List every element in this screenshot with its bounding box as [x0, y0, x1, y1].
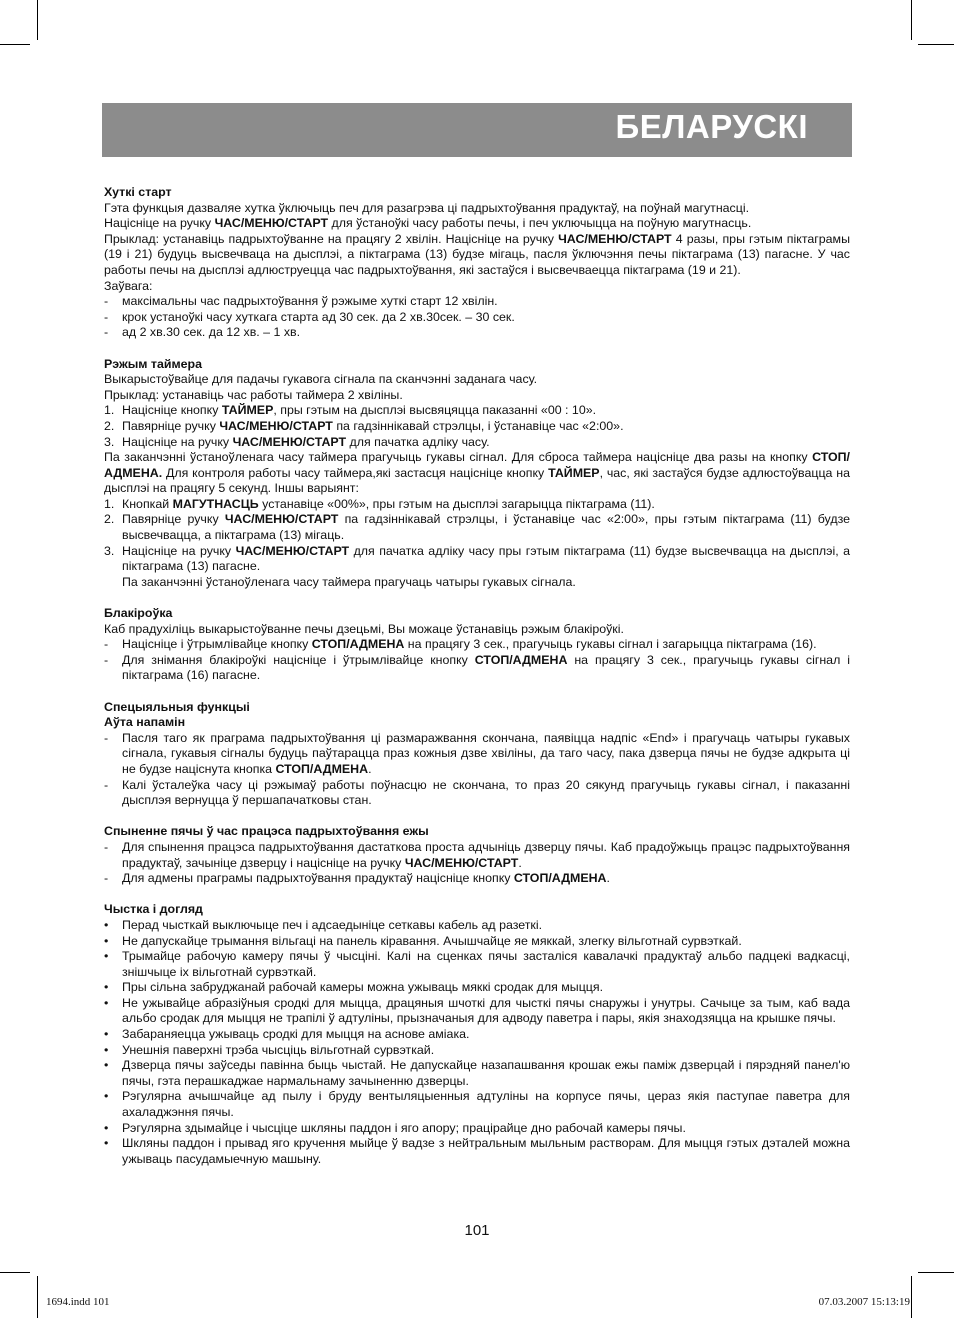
- section-subheading: Аўта напамін: [104, 715, 186, 730]
- section-heading: Спецыяльныя функцыі: [104, 699, 250, 714]
- crop-mark: [918, 44, 954, 45]
- step-item: 2. Павярніце ручку ЧАС/МЕНЮ/СТАРТ па гадзіннікавай стрэлцы, і ўстанавіце час «2:00».: [104, 418, 624, 433]
- paragraph: Гэта функцыя дазваляе хутка ўключыць печ для разагрэва ці падрыхтоўвання прадуктаў, на поўнай магутнасці.: [104, 200, 750, 215]
- section-heading: Чыстка і догляд: [104, 902, 203, 917]
- list-item: - максімальны час падрыхтоўвання ў рэжыме хуткі старт 12 хвілін.: [104, 294, 498, 309]
- step-item: 2. Павярніце ручку ЧАС/МЕНЮ/СТАРТ па гадзіннікавай стрэлцы, і ўстанавіце час «2:00», пры гэтым піктаграма (11) будзе высвечвацца, а піктаграма (13) мігаць.: [104, 512, 850, 543]
- page-number: 101: [464, 1222, 490, 1239]
- paragraph: Націсніце на ручку ЧАС/МЕНЮ/СТАРТ для ўстаноўкі часу работы печы, і печ уключыцца на поўную магутнасць.: [104, 216, 752, 231]
- list-item: - Для спынення працэса падрыхтоўвання дастаткова проста адчыніць дзверцу пячы. Каб прадоўжыць працэс падрыхтоўвання прадуктаў, зачыніце дзверцу і націсніце на ручку ЧАС/МЕНЮ/СТАРТ.: [104, 839, 850, 870]
- section-heading: Хуткі старт: [104, 185, 172, 199]
- section-heading: Спыненне пячы ў час працэса падрыхтоўвання ежы: [104, 824, 429, 839]
- list-item: - Націсніце і ўтрымлівайце кнопку СТОП/АДМЕНА на працягу 3 сек., прагучыць гукавы сігнал і загарыцца піктаграма (16).: [104, 637, 817, 652]
- bullet-item: • Перад чысткай выключыце печ і адсаедыніце сеткавы кабель ад разеткі.: [104, 917, 543, 932]
- list-item: - крок устаноўкі часу хуткага старта ад 30 сек. да 2 хв.30сек. – 30 сек.: [104, 309, 515, 324]
- list-item: - Калі ўсталеўка часу ці рэжымаў работы поўнасцю не скончана, то праз 20 сякунд прагучыць гукавы сігнал, і паказанні дысплэя вернуцца ў першапачатковы стан.: [104, 777, 850, 808]
- bullet-item: • Не ужывайце абразіўныя сродкі для мыцца, драцяныя шчоткі для чысткі пячы снаружы і унутры. Сачыце за тым, каб вада альбо сродак для мыцця не трапілі ў адтуліны, прызначаныя для адводу паветра і пары, якія знаходзяцца на крышке пячы.: [104, 995, 850, 1026]
- list-item: - Для знімання блакіроўкі націсніце і ўтрымлівайце кнопку СТОП/АДМЕНА на працягу 3 сек., прагучыць гукавы сігнал і піктаграма (16) пагасне.: [104, 652, 850, 683]
- step-item: 3. Націсніце на ручку ЧАС/МЕНЮ/СТАРТ для пачатка адліку часу пры гэтым піктаграма (11) будзе высвечвацца на дысплэі, а піктаграма (13) пагасне.: [104, 543, 850, 574]
- crop-mark: [37, 1276, 38, 1318]
- list-item: - Пасля таго як праграма падрыхтоўвання ці размаражвання скончана, паявіцца надпіс «End» і прагучаць чатыры гукавых сігнала, гукавыя сігналы будуць паўтарацца праз кожныя дзве хвіліны, да таго часу, пака дзверца пячы не будзе адкрыта ці не будзе націснута кнопка СТОП/АДМЕНА.: [104, 730, 850, 776]
- step-item: 1. Націсніце кнопку ТАЙМЕР, пры гэтым на дысплэі высвяцяцца паказанні «00 : 10».: [104, 403, 597, 418]
- section-heading: Рэжым таймера: [104, 356, 203, 371]
- bullet-item: • Унешнія паверхні трэба чысціць вільготнай сурвэткай.: [104, 1042, 435, 1057]
- bullet-item: • Рэгулярна здымайце і чысціце шкляны паддон і яго апору; працірайце дно рабочай камеры пячы.: [104, 1120, 686, 1135]
- section-quick-start: [104, 185, 850, 341]
- section-heading: Блакіроўка: [104, 606, 173, 621]
- crop-mark: [918, 1272, 954, 1273]
- section-timer: [104, 357, 850, 591]
- crop-mark: [37, 0, 38, 40]
- paragraph: Каб прадухіліць выкарыстоўванне печы дзецьмі, Вы можаце ўстанавіць рэжым блакіроўкі.: [104, 621, 624, 636]
- crop-mark: [0, 1272, 30, 1273]
- bullet-item: • Пры сільна забруджанай рабочай камеры можна ужываць мяккі сродак для мыцця.: [104, 980, 604, 995]
- paragraph: Прыклад: устанавіць час работы таймера 2 хвіліны.: [104, 387, 403, 402]
- language-header-bar: [102, 103, 852, 157]
- bullet-item: • Трымайце рабочую камеру пячы ў чысціні. Калі на сценках пячы засталіся кавалачкі прадуктаў альбо падцекі вадкасці, знішчыце іх вільготнай сурвэткай.: [104, 949, 850, 979]
- bullet-item: • Дзверца пячы заўседы павінна быць чыстай. Не дапускайце назапашвання крошак ежы паміж дзверцай і пярэдняй панел'ю пячы, гэта перашкаджае нармальнаму зачыненню дзверцы.: [104, 1058, 850, 1088]
- note-label: Заўвага:: [104, 278, 153, 293]
- language-title: БЕЛАРУСКІ: [615, 108, 808, 145]
- list-item: - ад 2 хв.30 сек. да 12 хв. – 1 хв.: [104, 325, 301, 340]
- paragraph: Прыклад: устанавіць падрыхтоўванне на працягу 2 хвілін. Націсніце на ручку ЧАС/МЕНЮ/СТАРТ 4 разы, пры гэтым піктаграмы (19 і 21) будуць высвечваца на дысплэі, а піктаграма (13) будзе мігаць, пасля ўключэння печы піктаграма (13) пагасне. У час работы печы на дысплэі адлюструецца час падрыхтоўвання, які застаўся і высвечваецца піктаграма (19 и 21).: [104, 231, 850, 277]
- page-content: [104, 185, 850, 1183]
- step-item: 1. Кнопкай МАГУТНАСЦЬ устанавіце «00%», пры гэтым на дысплэі загарыцца піктаграма (11).: [104, 496, 655, 511]
- paragraph: Выкарыстоўвайце для падачы гукавога сігнала па сканчэнні заданага часу.: [104, 372, 538, 387]
- bullet-item: • Рэгулярна ачышчайце ад пылу і бруду вентыляцыенныя адтуліны на корпусе пячы, цераз якія паступае паветра для ахаладжэння пячы.: [104, 1089, 850, 1120]
- paragraph: Па заканчэнні ўстаноўленага часу таймера прагучыць гукавы сігнал. Для сброса таймера націсніце два разы на кнопку СТОП/АДМЕНА. Для контроля работы часу таймера,які застасця націсніце кнопку ТАЙМЕР, час, які застаўся будзе адлюстоўвацца на дысплэі на працягу 5 секунд. Іншы варыянт:: [104, 450, 850, 496]
- section-pause-cooking: [104, 824, 850, 886]
- section-child-lock: [104, 606, 850, 684]
- section-special-functions: [104, 700, 850, 809]
- crop-mark: [911, 0, 912, 40]
- step-item: 3. Націсніце на ручку ЧАС/МЕНЮ/СТАРТ для пачатка адліку часу.: [104, 434, 490, 449]
- bullet-item: • Забараняецца ужываць сродкі для мыцця на аснове аміака.: [104, 1027, 470, 1042]
- paragraph: Па заканчэнні ўстаноўленага часу таймера прагучаць чатыры гукавых сігнала.: [122, 574, 576, 589]
- footer-file-info: 1694.indd 101: [46, 1296, 110, 1308]
- crop-mark: [911, 1276, 912, 1318]
- section-cleaning-care: [104, 902, 850, 1167]
- bullet-item: • Шкляны паддон і прывад яго кручення мыйце ў вадзе з нейтральным мыльным растворам. Для мыцця гэтых дэталей можна ужываць пасудамыечную машыну.: [104, 1136, 850, 1166]
- bullet-item: • Не дапускайце трымання вільгаці на панель кіравання. Ачышчайце яе мяккай, злегку вільготнай сурвэткай.: [104, 933, 742, 948]
- crop-mark: [0, 44, 30, 45]
- list-item: - Для адмены праграмы падрыхтоўвання прадуктаў націсніце кнопку СТОП/АДМЕНА.: [104, 871, 610, 886]
- footer-timestamp: 07.03.2007 15:13:19: [818, 1296, 910, 1308]
